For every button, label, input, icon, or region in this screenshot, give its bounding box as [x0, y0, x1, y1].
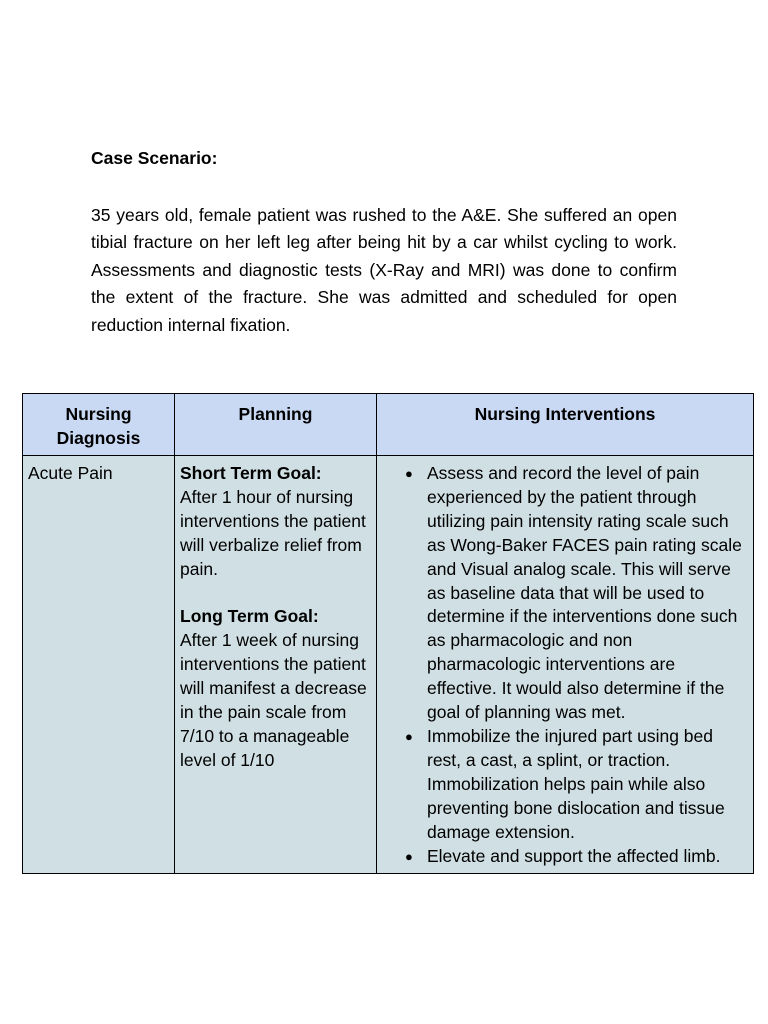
table-header-row: [23, 394, 754, 456]
case-scenario-text: 35 years old, female patient was rushed to the A&E. She suffered an open tibial fracture on her left leg after being hit by a car whilst cycling to work. Assessments and diagnostic tests (X-Ray and MRI) was done to confirm the extent of the fracture. She was admitted and scheduled for open reduction internal fixation.: [91, 205, 677, 335]
planning-cell: [175, 456, 377, 874]
nursing-care-plan-table: [22, 393, 754, 874]
list-item: ● Immobilize the injured part using bed rest, a cast, a splint, or traction. Immobilization helps pain while also preventing bone dislocation and tissue damage extension.: [427, 725, 748, 845]
header-nursing-interventions: Nursing Interventions: [377, 394, 754, 456]
header-nursing-diagnosis: Nursing Diagnosis: [23, 394, 175, 456]
diagnosis-cell: Acute Pain: [23, 456, 175, 874]
short-term-goal: [180, 462, 371, 582]
long-term-goal-label: Long Term Goal:: [180, 606, 319, 627]
interventions-cell: [377, 456, 754, 874]
interventions-list: [382, 462, 748, 868]
short-term-goal-label: Short Term Goal:: [180, 463, 322, 483]
list-item: ● Assess and record the level of pain experienced by the patient through utilizing pain intensity rating scale such as Wong-Baker FACES pain rating scale and Visual analog scale. This will serve as baseline data that will be used to determine if the interventions done such as pharmacologic and non pharmacologic interventions are effective. It would also determine if the goal of planning was met.: [427, 462, 748, 725]
table-row: [23, 456, 754, 874]
long-term-goal: [180, 605, 371, 772]
long-term-goal-text: After 1 week of nursing interventions the patient will manifest a decrease in the pain scale from 7/10 to a manageable level of 1/10: [180, 630, 367, 770]
list-item: ● Elevate and support the affected limb.: [427, 845, 748, 869]
short-term-goal-text: After 1 hour of nursing interventions the patient will verbalize relief from pain.: [180, 486, 366, 579]
header-planning: Planning: [175, 394, 377, 456]
case-scenario-heading: Case Scenario:: [91, 148, 218, 168]
